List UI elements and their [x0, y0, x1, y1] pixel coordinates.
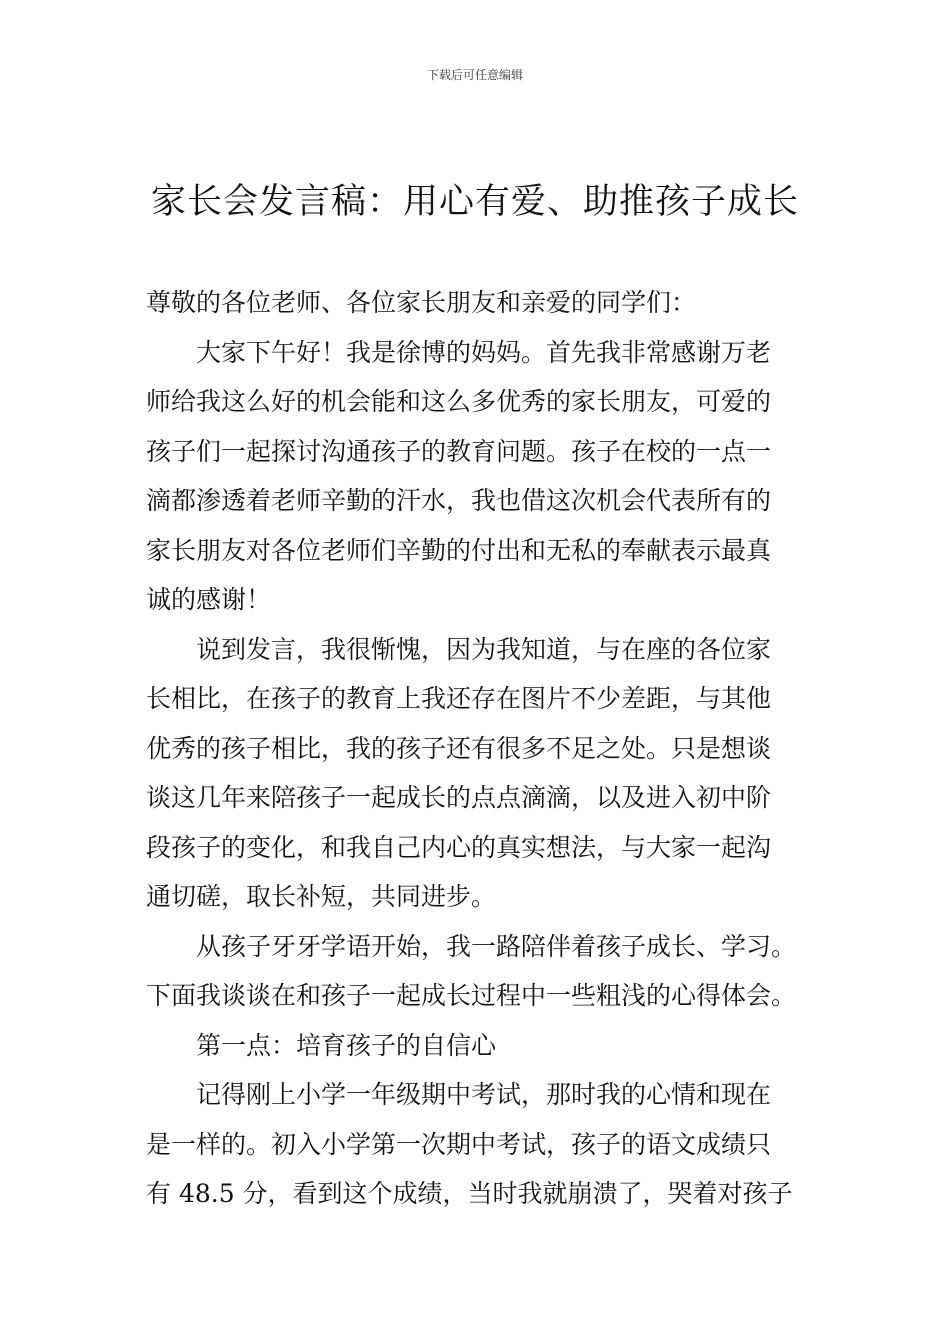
body-line: 有 48.5 分，看到这个成绩，当时我就崩溃了，哭着对孩子: [146, 1179, 793, 1208]
body-line: 谈这几年来陪孩子一起成长的点点滴滴，以及进入初中阶: [146, 783, 772, 812]
body-line: 说到发言，我很惭愧，因为我知道，与在座的各位家: [196, 634, 772, 664]
document-title: 家长会发言稿：用心有爱、助推孩子成长: [150, 182, 799, 222]
body-line: 优秀的孩子相比，我的孩子还有很多不足之处。只是想谈: [146, 733, 772, 763]
body-line: 尊敬的各位老师、各位家长朋友和亲爱的同学们：: [146, 288, 697, 317]
body-line: 从孩子牙牙学语开始，我一路陪伴着孩子成长、学习。: [196, 931, 797, 961]
body-line: 诚的感谢！: [146, 585, 272, 614]
body-line: 滴都渗透着老师辛勤的汗水，我也借这次机会代表所有的: [146, 486, 772, 515]
document-body: [146, 278, 816, 1219]
body-line: 通切磋，取长补短，共同进步。: [146, 882, 497, 911]
body-line: 下面我谈谈在和孩子一起成长过程中一些粗浅的心得体会。: [146, 981, 797, 1010]
body-line: 记得刚上小学一年级期中考试，那时我的心情和现在: [196, 1080, 772, 1109]
body-line: 家长朋友对各位老师们辛勤的付出和无私的奉献表示最真: [146, 535, 772, 565]
body-line: 是一样的。初入小学第一次期中考试，孩子的语文成绩只: [146, 1129, 772, 1159]
body-line: 第一点：培育孩子的自信心: [196, 1030, 497, 1060]
body-line: 长相比，在孩子的教育上我还存在图片不少差距，与其他: [146, 684, 772, 713]
page-header-note: 下载后可任意编辑: [426, 68, 523, 82]
body-line: 大家下午好！我是徐博的妈妈。首先我非常感谢万老: [196, 337, 772, 367]
body-line: 段孩子的变化，和我自己内心的真实想法，与大家一起沟: [146, 832, 772, 862]
body-line: 孩子们一起探讨沟通孩子的教育问题。孩子在校的一点一: [146, 436, 772, 466]
body-line: 师给我这么好的机会能和这么多优秀的家长朋友，可爱的: [146, 387, 772, 416]
